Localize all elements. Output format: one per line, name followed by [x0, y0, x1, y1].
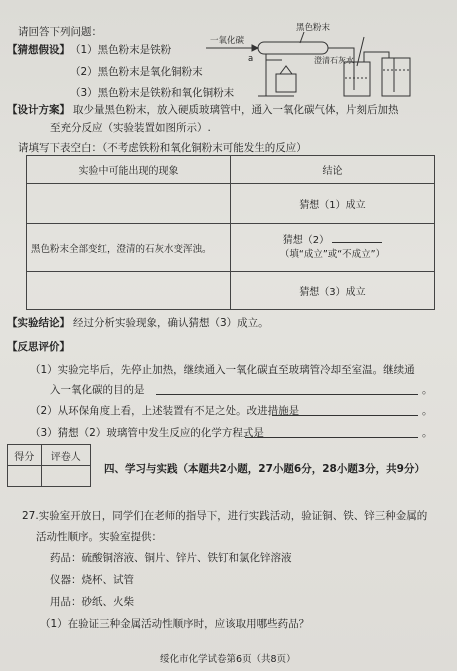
powder-label: 黑色粉末 — [296, 23, 331, 33]
conclusion-2-text: 猜想（2） — [282, 234, 330, 246]
header-conclusion: 结论 — [231, 156, 435, 184]
co-label: 一氧化碳 — [210, 36, 245, 46]
outlet-tube — [364, 52, 389, 62]
apparatus-diagram — [204, 12, 429, 100]
phenomenon-cell-2: 黑色粉末全部变红，澄清的石灰水变浑浊。 — [27, 224, 231, 272]
point-a-label: a — [248, 54, 254, 64]
conclusion-cell-1: 猜想（1）成立 — [231, 184, 435, 224]
reflection-label: 【反思评价】 — [7, 341, 70, 353]
q27-supplies: 用品：砂纸、火柴 — [50, 596, 134, 608]
end-mark-q1: 。 — [422, 384, 433, 396]
hypothesis-label: 【猜想假设】 — [7, 44, 70, 56]
conclusion-2-blank[interactable] — [332, 242, 382, 243]
section-title: 四、学习与实践（本题共2小题，27小题6分，28小题3分，共9分） — [104, 463, 425, 475]
phenomenon-cell-1[interactable] — [27, 184, 231, 224]
hypothesis-item-3: （3）黑色粉末是铁粉和氧化铜粉末 — [70, 87, 235, 99]
phenomenon-cell-3[interactable] — [27, 272, 231, 310]
collect-bottle — [382, 58, 410, 96]
q27-line1: 27.实验室开放日，同学们在老师的指导下，进行实践活动，验证铜、铁、锌三种金属的 — [22, 510, 428, 522]
q27-line2: 活动性顺序。实验室提供： — [36, 531, 162, 543]
conclusion-label: 【实验结论】 — [7, 317, 70, 329]
score-table — [7, 444, 91, 487]
q27-sub1: （1）在验证三种金属活动性顺序时，应该取用哪些药品？ — [40, 618, 310, 630]
answer-line-q3[interactable] — [245, 437, 418, 438]
answer-line-q2[interactable] — [272, 415, 418, 416]
design-label: 【设计方案】 — [7, 104, 70, 116]
grader-header: 评卷人 — [41, 445, 90, 466]
hypothesis-item-2: （2）黑色粉末是氧化铜粉末 — [70, 66, 203, 78]
design-line-1: 取少量黑色粉末，放入硬质玻璃管中，通入一氧化碳气体，片刻后加热 — [73, 104, 399, 116]
end-mark-q3: 。 — [422, 427, 433, 439]
intro-text: 请回答下列问题： — [18, 26, 102, 38]
alcohol-lamp — [276, 74, 296, 92]
q27-drugs: 药品：硫酸铜溶液、铜片、锌片、铁钉和氯化锌溶液 — [50, 552, 292, 564]
table-header-row — [27, 156, 435, 184]
grader-value-cell[interactable] — [41, 466, 90, 487]
table-row — [27, 272, 435, 310]
experiment-table — [26, 155, 435, 310]
conclusion-2-note: （填“成立”或“不成立”） — [279, 248, 386, 260]
score-header-row — [8, 445, 91, 466]
score-value-cell[interactable] — [8, 466, 42, 487]
table-row — [27, 224, 435, 272]
reflection-q3: （3）猜想（2）玻璃管中发生反应的化学方程式是 — [30, 427, 264, 439]
table-row — [27, 184, 435, 224]
answer-line-q1[interactable] — [156, 394, 418, 395]
page-footer: 绥化市化学试卷第6页（共8页） — [160, 654, 296, 665]
q27-instruments: 仪器：烧杯、试管 — [50, 574, 134, 586]
score-value-row — [8, 466, 91, 487]
arrow-head — [252, 45, 258, 51]
alcohol-lamp-flame — [280, 66, 292, 74]
hypothesis-item-1: （1）黑色粉末是铁粉 — [70, 44, 172, 56]
limewater-label: 澄清石灰水 — [314, 56, 354, 65]
conclusion-cell-2 — [231, 224, 435, 272]
score-header: 得分 — [8, 445, 42, 466]
glass-tube — [258, 42, 328, 54]
reflection-q1-line2: 入一氧化碳的目的是 — [50, 384, 145, 396]
limewater-bottle — [344, 62, 370, 96]
conclusion-cell-3: 猜想（3）成立 — [231, 272, 435, 310]
reflection-q2: （2）从环保角度上看，上述装置有不足之处。改进措施是 — [30, 405, 300, 417]
conclusion-text: 经过分析实验现象，确认猜想（3）成立。 — [73, 317, 269, 329]
table-intro: 请填写下表空白：（不考虑铁粉和氧化铜粉末可能发生的反应） — [18, 142, 307, 154]
header-phenomenon: 实验中可能出现的现象 — [27, 156, 231, 184]
end-mark-q2: 。 — [422, 405, 433, 417]
reflection-q1-line1: （1）实验完毕后，先停止加热，继续通入一氧化碳直至玻璃管冷却至室温。继续通 — [30, 364, 415, 376]
design-line-2: 至充分反应（实验装置如图所示）. — [50, 122, 211, 134]
